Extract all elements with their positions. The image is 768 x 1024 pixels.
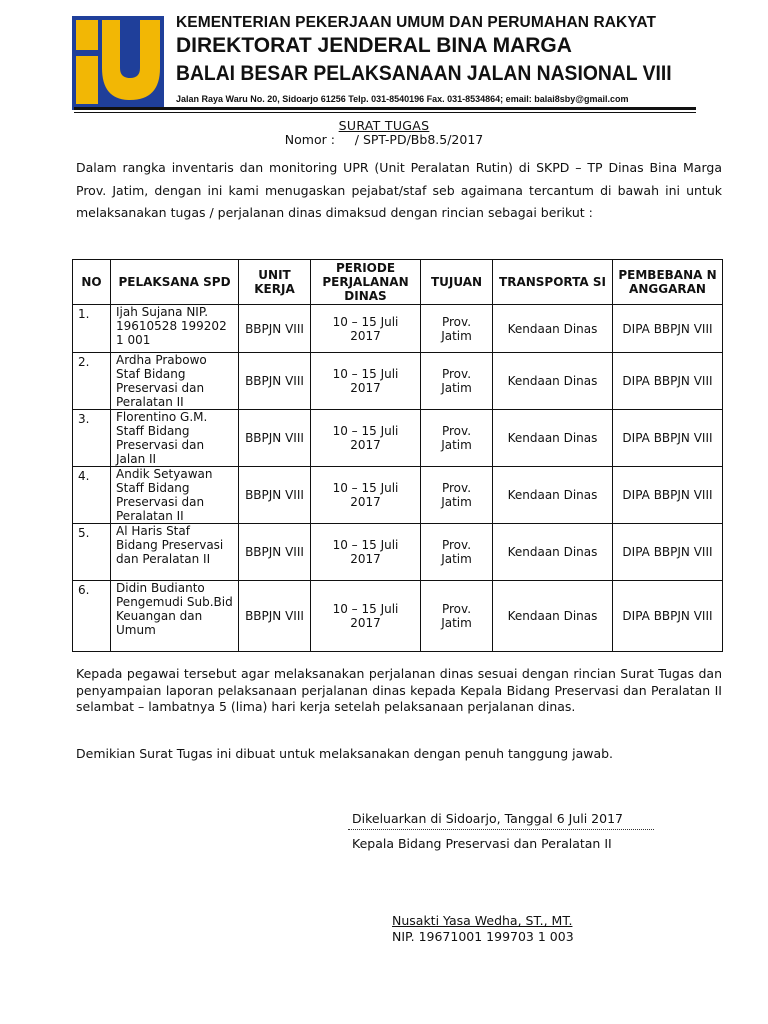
header-pelaksana: PELAKSANA SPD [111,260,239,305]
cell-transport: Kendaan Dinas [493,353,613,410]
ministry-logo [72,16,164,110]
cell-no: 3. [73,410,111,467]
header-tujuan: TUJUAN [421,260,493,305]
cell-tujuan: Prov. Jatim [421,410,493,467]
office-address: Jalan Raya Waru No. 20, Sidoarjo 61256 Telp. 031-8540196 Fax. 031-8534864; email: balai8sby@gmail.com [176,94,629,104]
cell-transport: Kendaan Dinas [493,467,613,524]
header-anggaran: PEMBEBANA N ANGGARAN [613,260,723,305]
signatory-nip: NIP. 19671001 199703 1 003 [392,929,574,944]
cell-no: 6. [73,581,111,652]
header-transport: TRANSPORTA SI [493,260,613,305]
cell-transport: Kendaan Dinas [493,581,613,652]
cell-transport: Kendaan Dinas [493,305,613,353]
cell-tujuan: Prov. Jatim [421,353,493,410]
cell-anggaran: DIPA BBPJN VIII [613,353,723,410]
table-row [73,467,723,524]
cell-tujuan: Prov. Jatim [421,467,493,524]
closing-paragraph: Kepada pegawai tersebut agar melaksanakan perjalanan dinas sesuai dengan rincian Surat Tugas dan penyampaian laporan pelaksanaan perjalanan dinas kepada Kepala Bidang Preservasi dan Peralatan II selambat – lambatnya 5 (lima) hari kerja setelah pelaksanaan perjalanan dinas. [76,666,722,714]
cell-pelaksana: Didin Budianto Pengemudi Sub.Bid Keuangan dan Umum [111,581,239,652]
cell-pelaksana: Florentino G.M. Staff Bidang Preservasi dan Jalan II [111,410,239,467]
cell-no: 4. [73,467,111,524]
cell-unit: BBPJN VIII [239,353,311,410]
cell-anggaran: DIPA BBPJN VIII [613,410,723,467]
cell-no: 1. [73,305,111,353]
cell-anggaran: DIPA BBPJN VIII [613,467,723,524]
signatory-position: Kepala Bidang Preservasi dan Peralatan II [352,836,612,851]
letterhead-rule-thin [74,112,696,113]
cell-no: 5. [73,524,111,581]
cell-tujuan: Prov. Jatim [421,524,493,581]
cell-pelaksana: Ijah Sujana NIP. 19610528 199202 1 001 [111,305,239,353]
cell-unit: BBPJN VIII [239,581,311,652]
cell-periode: 10 – 15 Juli 2017 [311,524,421,581]
cell-transport: Kendaan Dinas [493,410,613,467]
cell-no: 2. [73,353,111,410]
header-unit: UNIT KERJA [239,260,311,305]
ministry-name: KEMENTERIAN PEKERJAAN UMUM DAN PERUMAHAN RAKYAT [176,14,657,31]
header-periode: PERIODE PERJALANAN DINAS [311,260,421,305]
header-no: NO [73,260,111,305]
office-name: BALAI BESAR PELAKSANAAN JALAN NASIONAL VIII [176,62,672,85]
title-heading: SURAT TUGAS [338,118,430,133]
dotted-separator [348,829,654,830]
table-row [73,353,723,410]
cell-pelaksana: Al Haris Staf Bidang Preservasi dan Peralatan II [111,524,239,581]
signatory-name: Nusakti Yasa Wedha, ST., MT. [392,913,573,928]
table-row [73,305,723,353]
cell-transport: Kendaan Dinas [493,524,613,581]
issued-place-date: Dikeluarkan di Sidoarjo, Tanggal 6 Juli 2017 [352,811,623,826]
cell-anggaran: DIPA BBPJN VIII [613,524,723,581]
letterhead [176,14,696,104]
cell-unit: BBPJN VIII [239,305,311,353]
letterhead-rule-thick [74,107,696,110]
table-row [73,410,723,467]
letter-number: Nomor : / SPT-PD/Bb8.5/2017 [284,132,484,147]
cell-tujuan: Prov. Jatim [421,581,493,652]
cell-periode: 10 – 15 Juli 2017 [311,410,421,467]
cell-periode: 10 – 15 Juli 2017 [311,305,421,353]
closing-statement: Demikian Surat Tugas ini dibuat untuk melaksanakan dengan penuh tanggung jawab. [76,746,614,761]
table-header-row [73,260,723,305]
pupr-logo-icon [72,16,164,110]
cell-periode: 10 – 15 Juli 2017 [311,581,421,652]
cell-anggaran: DIPA BBPJN VIII [613,305,723,353]
directorate-name: DIREKTORAT JENDERAL BINA MARGA [176,34,572,57]
assignment-table [72,259,723,652]
cell-pelaksana: Andik Setyawan Staff Bidang Preservasi dan Peralatan II [111,467,239,524]
cell-tujuan: Prov. Jatim [421,305,493,353]
document-title [0,119,768,147]
intro-paragraph: Dalam rangka inventaris dan monitoring UPR (Unit Peralatan Rutin) di SKPD – TP Dinas Bina Marga Prov. Jatim, dengan ini kami menugaskan pejabat/staf seb agaimana tercantum di bawah ini untuk melaksanakan tugas / perjalanan dinas dimaksud dengan rincian sebagai berikut : [76,160,722,220]
cell-unit: BBPJN VIII [239,410,311,467]
table-row [73,581,723,652]
cell-periode: 10 – 15 Juli 2017 [311,467,421,524]
cell-periode: 10 – 15 Juli 2017 [311,353,421,410]
table-row [73,524,723,581]
cell-unit: BBPJN VIII [239,467,311,524]
cell-unit: BBPJN VIII [239,524,311,581]
cell-anggaran: DIPA BBPJN VIII [613,581,723,652]
cell-pelaksana: Ardha Prabowo Staf Bidang Preservasi dan Peralatan II [111,353,239,410]
